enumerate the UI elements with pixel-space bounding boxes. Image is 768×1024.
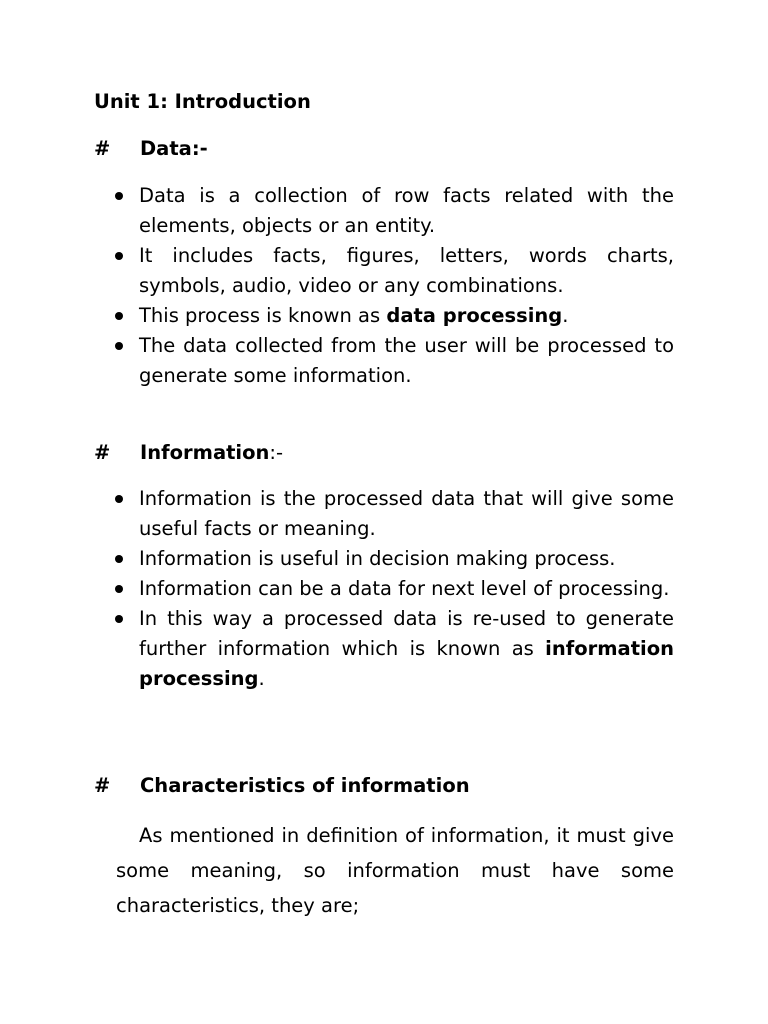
characteristics-paragraph: As mentioned in definition of information, it must give some meaning, so information must have some characteristics, they are; [116,824,674,917]
bullet-tail: . [258,667,265,690]
bullet-bold-text: data processing [386,304,563,327]
list-item [112,544,674,574]
bullet-text: Information is the processed data that will give some useful facts or meaning. [139,487,674,540]
list-item [112,331,674,391]
information-bullet-list [112,484,674,694]
section-heading-suffix: :- [269,441,284,464]
bullet-text: This process is known as [139,304,387,327]
list-item [112,484,674,544]
section-heading-information [94,439,283,467]
data-bullet-list [112,181,674,391]
list-item [112,241,674,301]
bullet-dot-icon [115,585,123,593]
bullet-dot-icon [115,252,123,260]
bullet-bold-text: information processing [139,637,674,690]
section-hash: # [94,774,111,797]
bullet-dot-icon [115,555,123,563]
bullet-text: In this way a processed data is re-used to generate further information which is known as [139,607,674,660]
section-hash: # [94,137,111,160]
bullet-dot-icon [115,342,123,350]
bullet-dot-icon [115,312,123,320]
section-hash: # [94,441,111,464]
bullet-text: Information can be a data for next level of processing. [139,577,670,600]
page-title: Unit 1: Introduction [94,90,311,113]
list-item [112,301,674,331]
list-item [112,574,674,604]
section-heading-text: Data:- [140,137,208,160]
bullet-dot-icon [115,495,123,503]
list-item [112,604,674,694]
section-heading-data [94,135,208,163]
section-heading-text: Characteristics of information [140,774,470,797]
bullet-dot-icon [115,192,123,200]
bullet-text: Data is a collection of row facts related with the elements, objects or an entity. [139,184,674,237]
list-item [112,181,674,241]
section-heading-characteristics [94,772,470,800]
bullet-dot-icon [115,615,123,623]
bullet-text: The data collected from the user will be processed to generate some information. [139,334,674,387]
bullet-text: It includes facts, figures, letters, words charts, symbols, audio, video or any combinations. [139,244,674,297]
bullet-tail: . [562,304,569,327]
section-heading-text: Information [140,441,270,464]
bullet-text: Information is useful in decision making process. [139,547,616,570]
